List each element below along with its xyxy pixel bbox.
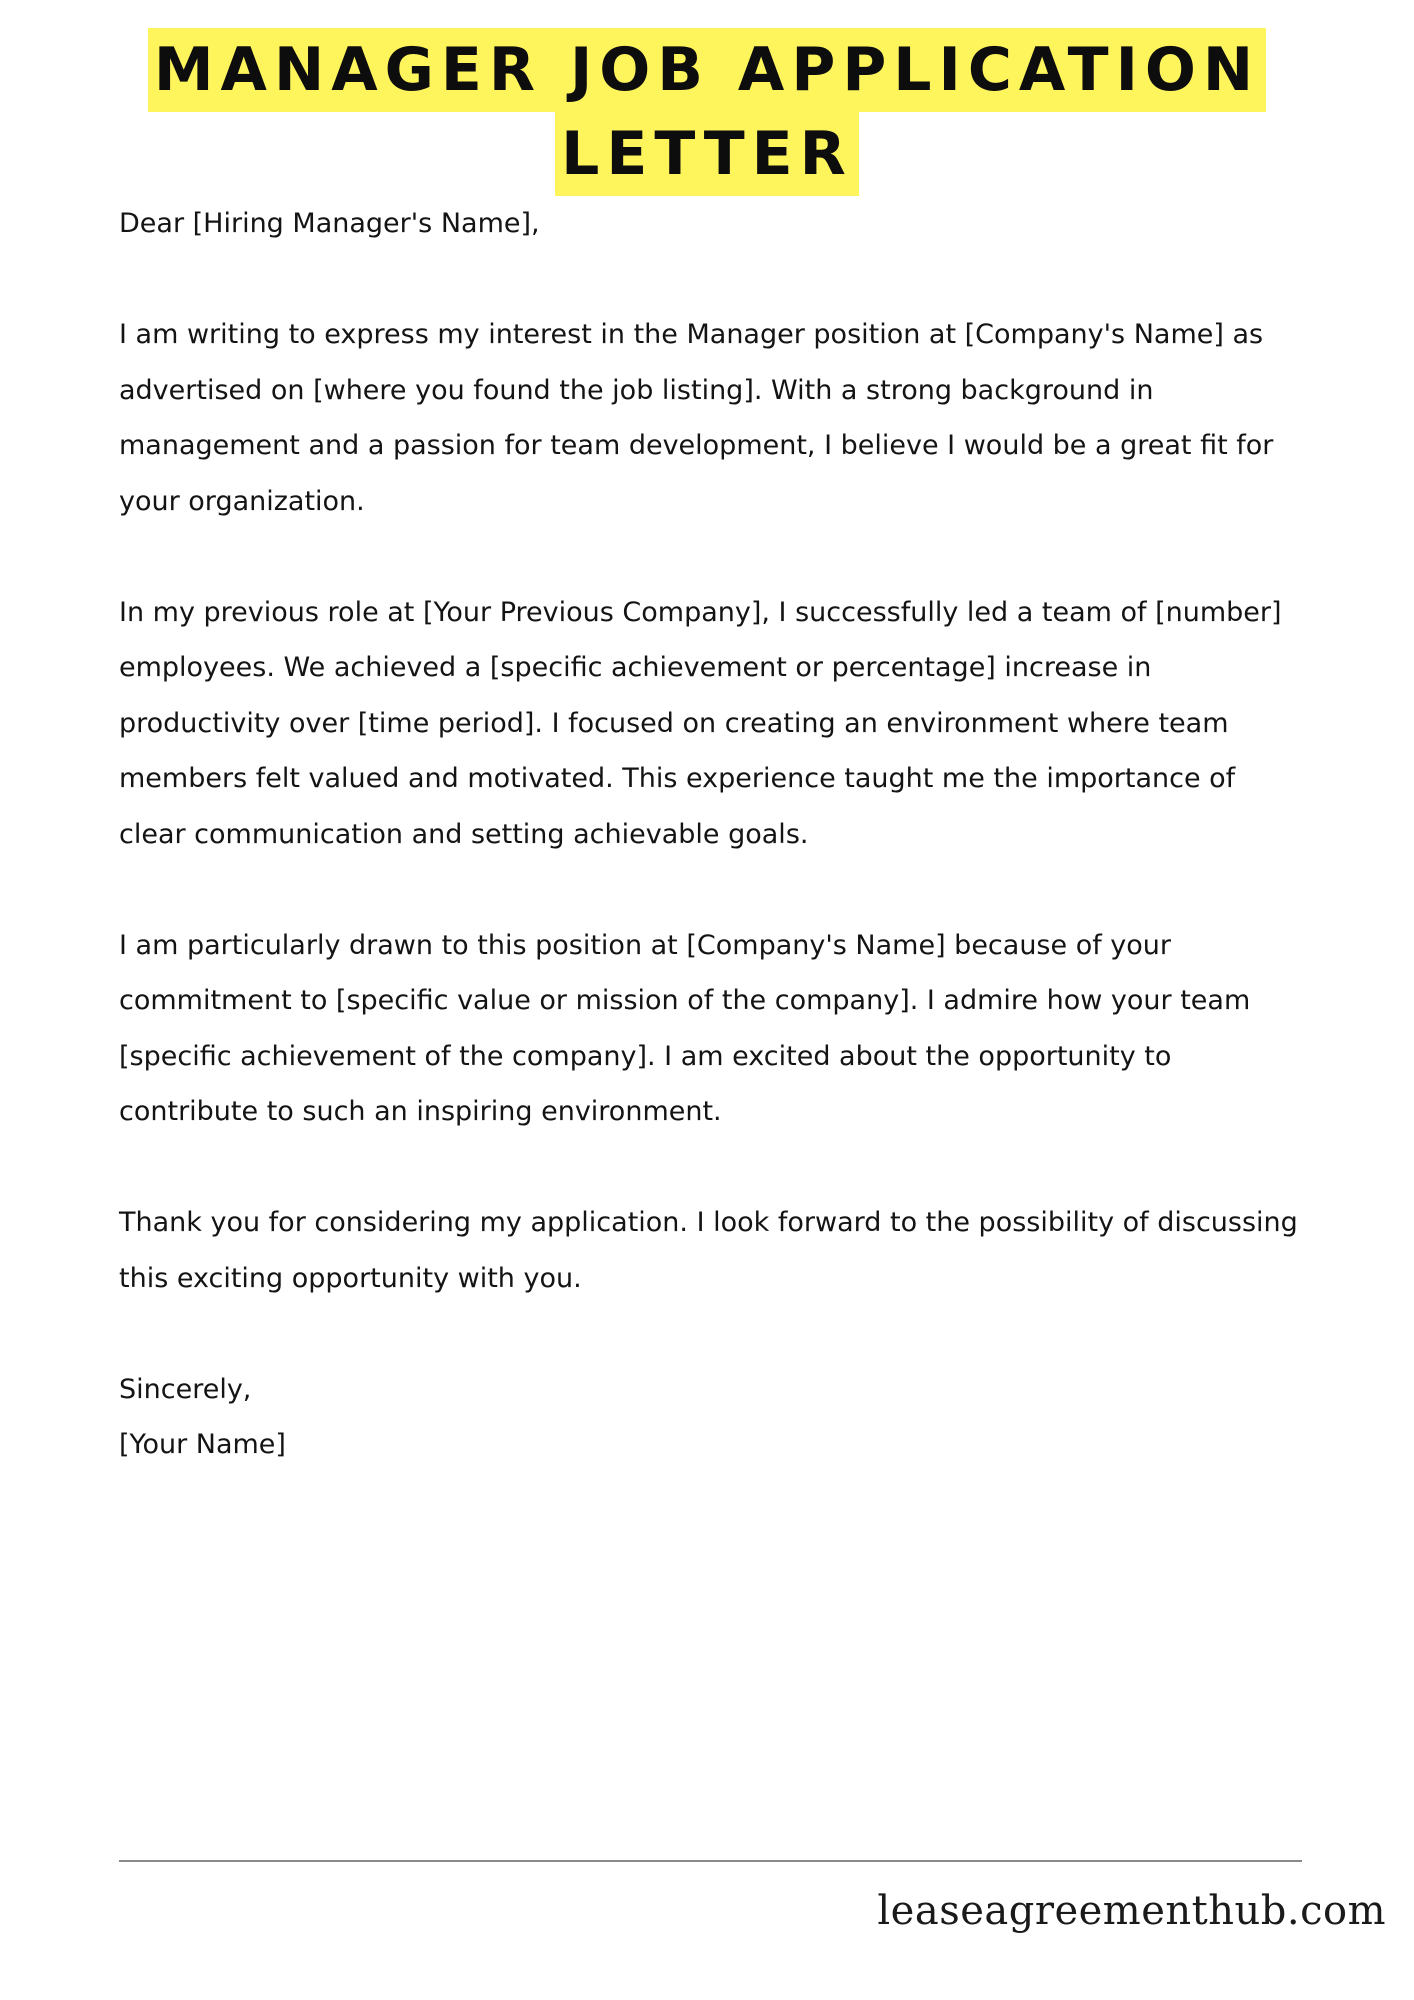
paragraph-motivation: I am particularly drawn to this position at [Company's Name] because of your commitment to [specific value or mission of the company]. I admire how your team [specific achievement of the company]. I am excited about the opportunity to contribute to such an inspiring environment. [119, 929, 1251, 1127]
title-line-2: LETTER [555, 112, 859, 196]
salutation: Dear [Hiring Manager's Name], [119, 208, 540, 239]
title-line-1: MANAGER JOB APPLICATION [148, 28, 1266, 112]
paragraph-intro: I am writing to express my interest in the Manager position at [Company's Name] as advertised on [where you found the job listing]. With a strong background in management and a passion for team development, I believe I would be a great fit for your organization. [119, 319, 1274, 517]
footer-website: leaseagreementhub.com [877, 1888, 1386, 1934]
page-title [0, 28, 1414, 196]
signature: [Your Name] [119, 1429, 286, 1460]
paragraph-thanks: Thank you for considering my application. I look forward to the possibility of discussing this exciting opportunity with you. [119, 1207, 1298, 1294]
footer-divider [119, 1860, 1302, 1862]
paragraph-experience: In my previous role at [Your Previous Company], I successfully led a team of [number] employees. We achieved a [specific achievement or percentage] increase in productivity over [time period]. I focused on creating an environment where team members felt valued and motivated. This experience taught me the importance of clear communication and setting achievable goals. [119, 596, 1282, 850]
closing: Sincerely, [119, 1373, 252, 1405]
letter-body [119, 196, 1309, 1473]
